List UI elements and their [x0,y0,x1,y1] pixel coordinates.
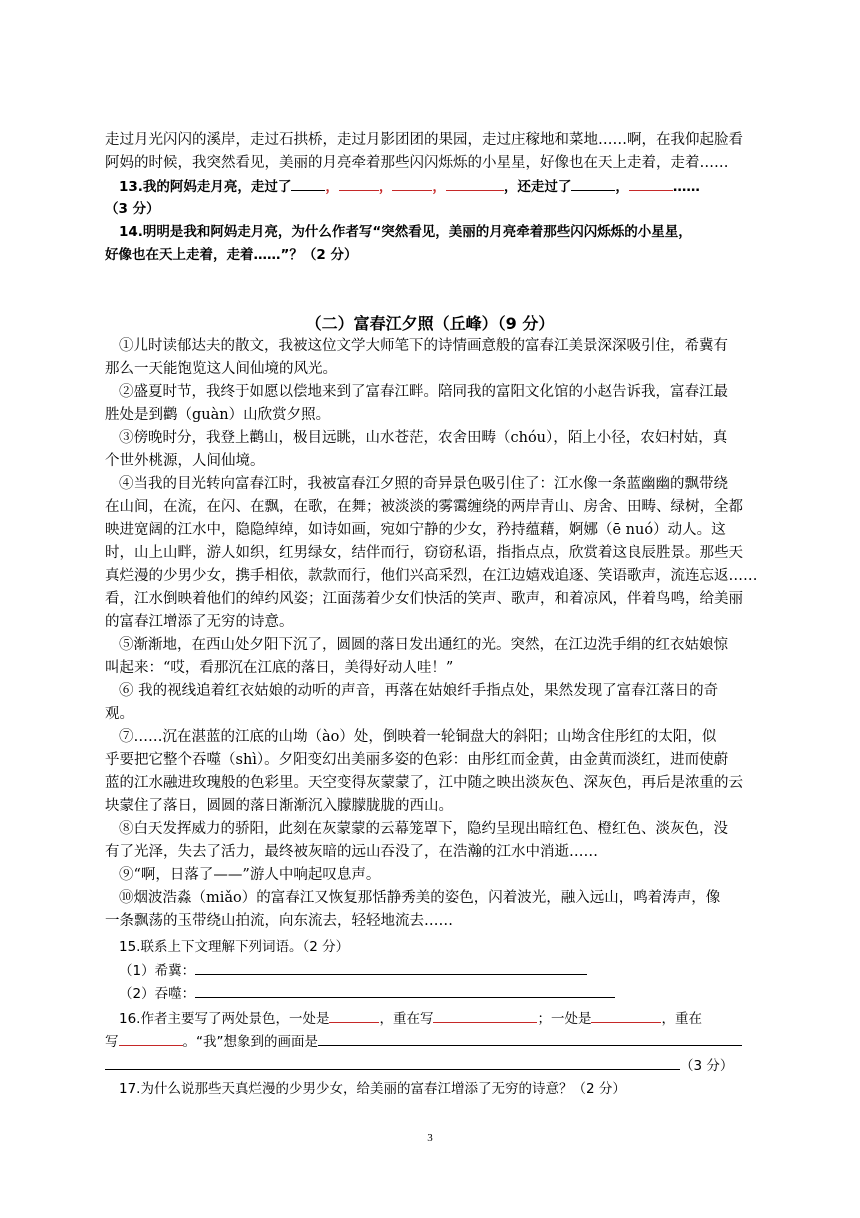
question-16-text: ，重在写 [379,1011,434,1027]
question-15-item-label: （2）吞噬： [119,986,196,1002]
passage-line: ②盛夏时节，我终于如愿以偿地来到了富春江畔。陪同我的富阳文化馆的小赵告诉我，富春江最 [119,384,728,400]
answer-blank[interactable] [339,176,379,191]
passage-line: ③傍晚时分，我登上鹳山，极目远眺，山水苍茫，农舍田畴（chóu），陌上小径，农妇村姑，真 [119,430,728,446]
passage-line: 叫起来：“哎，看那沉在江底的落日，美得好动人哇！” [105,660,454,676]
answer-blank[interactable] [329,1008,379,1023]
passage-line: 映进宽阔的江水中，隐隐绰绰，如诗如画，宛如宁静的少女，矜持蕴藉，婀娜（ē nuó）动人。这 [105,522,726,538]
question-14-line: 好像也在天上走着，走着……”？（2 分） [105,247,358,263]
passage-line: 那么一天能饱览这人间仙境的风光。 [105,361,337,377]
passage-line: 走过月光闪闪的溪岸，走过石拱桥，走过月影团团的果园，走过庄稼地和菜地……啊，在我仰起脸看 [105,132,743,148]
passage-line: ⑥ 我的视线追着红衣姑娘的动听的声音，再落在姑娘纤手指点处，果然发现了富春江落日的奇 [119,683,719,699]
passage-line: 一条飘荡的玉带绕山拍流，向东流去，轻轻地流去…… [105,913,453,929]
passage-line: 在山间，在流，在闪、在飘，在歌，在舞；被淡淡的雾霭缠绕的两岸青山、房舍、田畴、绿树，全都 [105,499,743,515]
passage-line: ⑦……沉在湛蓝的江底的山坳（ào）处，倒映着一轮铜盘大的斜阳；山坳含住彤红的太阳，似 [119,729,717,745]
question-13-text: 13.我的阿妈走月亮，走过了 [119,179,292,195]
answer-blank[interactable] [195,983,615,998]
answer-blank[interactable] [195,960,587,975]
question-16-cont [105,1055,770,1076]
answer-blank[interactable] [571,176,615,191]
answer-blank[interactable] [318,1031,742,1046]
question-13-end: …… [672,179,700,195]
passage-line: 阿妈的时候，我突然看见，美丽的月亮牵着那些闪闪烁烁的小星星，好像也在天上走着，走着…… [105,155,729,171]
passage-line: 时，山上山畔，游人如织，红男绿女，结伴而行，窃窃私语，指指点点，欣赏着这良辰胜景。那些天 [105,545,743,561]
passage-line: 个世外桃源，人间仙境。 [105,453,265,469]
question-13: 13.我的阿妈走月亮，走过了 ， ， ， ，还走过了 ， …… [119,176,770,197]
answer-blank[interactable] [433,1008,537,1023]
question-14-line: 14.明明是我和阿妈走月亮，为什么作者写“突然看见，美丽的月亮牵着那些闪闪烁烁的小星星， [119,224,692,240]
question-15: 15.联系上下文理解下列词语。（2 分） [119,939,350,955]
question-16-text: ，重在 [661,1011,702,1027]
answer-blank[interactable] [629,176,673,191]
question-17: 17.为什么说那些天真烂漫的少男少女，给美丽的富春江增添了无穷的诗意？（2 分） [119,1081,626,1097]
question-16-text: 16.作者主要写了两处景色，一处是 [119,1011,330,1027]
question-15-item [119,960,770,981]
question-13-score: （3 分） [105,201,160,217]
question-16 [119,1008,770,1029]
answer-blank[interactable] [446,176,504,191]
passage-line: 胜处是到鹳（guàn）山欣赏夕照。 [105,407,331,423]
passage-line: 有了光泽，失去了活力，最终被灰暗的远山吞没了，在浩瀚的江水中消逝…… [105,844,598,860]
question-16-score: （3 分） [680,1058,734,1074]
question-16-text: ；一处是 [537,1011,592,1027]
passage-line: 观。 [105,706,134,722]
question-16-text: 写 [105,1034,119,1050]
passage-line: 的富春江增添了无穷的诗意。 [105,614,294,630]
passage-line: ⑧白天发挥威力的骄阳，此刻在灰蒙蒙的云幕笼罩下，隐约呈现出暗红色、橙红色、淡灰色，没 [119,821,728,837]
answer-blank[interactable] [105,1055,680,1070]
question-15-item [119,983,770,1004]
passage-line: 看，江水倒映着他们的绰约风姿；江面荡着少女们快活的笑声、歌声，和着凉风，伴着鸟鸣，给美丽 [105,591,743,607]
passage-line: 蓝的江水融进玫瑰般的色彩里。天空变得灰蒙蒙了，江中随之映出淡灰色、深灰色，再后是浓重的云 [105,775,743,791]
passage-line: ①儿时读郁达夫的散文，我被这位文学大师笔下的诗情画意般的富春江美景深深吸引住，希冀有 [119,338,728,354]
question-16-cont [105,1031,770,1052]
answer-blank[interactable] [392,176,432,191]
question-16-text: 。“我”想象到的画面是 [182,1034,318,1050]
passage-line: ⑤渐渐地，在西山处夕阳下沉了，圆圆的落日发出通红的光。突然，在江边洗手绢的红衣姑娘惊 [119,637,728,653]
question-15-item-label: （1）希冀： [119,963,196,979]
section-title: （二）富春江夕照（丘峰）（9 分） [305,314,555,333]
passage-line: 块蒙住了落日，圆圆的落日渐渐沉入朦朦胧胧的西山。 [105,798,453,814]
page-number: 3 [427,1132,433,1144]
answer-blank[interactable] [291,176,325,191]
answer-blank[interactable] [591,1008,661,1023]
answer-blank[interactable] [119,1031,183,1046]
passage-line: ⑩烟波浩淼（miǎo）的富春江又恢复那恬静秀美的姿色，闪着波光，融入远山，鸣着涛声，像 [119,890,721,906]
question-13-mid: ，还走过了 [503,179,572,195]
passage-line: 真烂漫的少男少女，携手相依，款款而行，他们兴高采烈，在江边嬉戏追逐、笑语歌声，流连忘返…… [105,568,758,584]
passage-line: 乎要把它整个吞噬（shì）。夕阳变幻出美丽多姿的色彩：由彤红而金黄，由金黄而淡红，进而使蔚 [105,752,729,768]
passage-line: ⑨“啊，日落了——”游人中响起叹息声。 [119,867,381,883]
passage-line: ④当我的目光转向富春江时，我被富春江夕照的奇异景色吸引住了：江水像一条蓝幽幽的飘带绕 [119,476,728,492]
